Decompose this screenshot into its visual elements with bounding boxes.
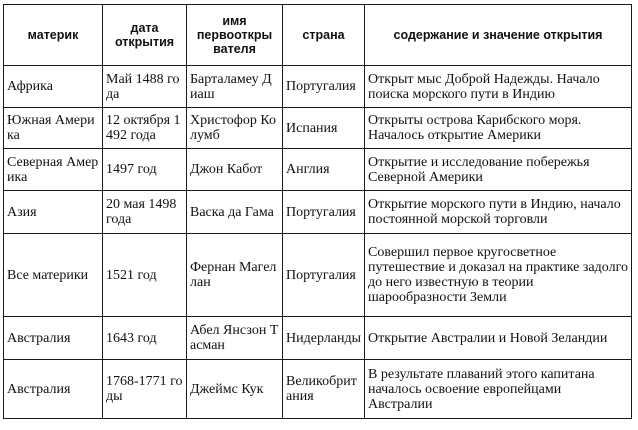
table-row: [4, 108, 632, 149]
cell-date: 1521 год: [103, 234, 187, 317]
table-row: [4, 234, 632, 317]
table-row: [4, 149, 632, 191]
cell-explorer: Барталамеу Диаш: [187, 66, 283, 108]
cell-date: 1643 год: [103, 317, 187, 360]
cell-explorer: Абел Янсзон Тасман: [187, 317, 283, 360]
header-explorer: имя первооткры вателя: [187, 5, 283, 66]
cell-continent: Австралия: [4, 317, 103, 360]
cell-date: 20 мая 1498 года: [103, 191, 187, 234]
cell-description: Открыт мыс Доброй Надежды. Начало поиска морского пути в Индию: [365, 66, 632, 108]
cell-description: Открыты острова Карибского моря. Началось открытие Америки: [365, 108, 632, 149]
cell-country: Англия: [283, 149, 365, 191]
header-date: дата открытия: [103, 5, 187, 66]
cell-date: Май 1488 года: [103, 66, 187, 108]
cell-continent: Азия: [4, 191, 103, 234]
cell-description: Открытие морского пути в Индию, начало постоянной морской торговли: [365, 191, 632, 234]
cell-country: Португалия: [283, 66, 365, 108]
cell-explorer: Джон Кабот: [187, 149, 283, 191]
cell-continent: Африка: [4, 66, 103, 108]
cell-continent: Северная Америка: [4, 149, 103, 191]
header-continent: материк: [4, 5, 103, 66]
header-description: содержание и значение открытия: [365, 5, 632, 66]
cell-description: Совершил первое кругосветное путешествие и доказал на практике задолго до него известную в теории шарообразности Земли: [365, 234, 632, 317]
cell-date: 1497 год: [103, 149, 187, 191]
cell-country: Испания: [283, 108, 365, 149]
cell-description: Открытие и исследование побережья Северной Америки: [365, 149, 632, 191]
table-header-row: [4, 5, 632, 66]
cell-description: Открытие Австралии и Новой Зеландии: [365, 317, 632, 360]
cell-description: В результате плаваний этого капитана началось освоение европейцами Австралии: [365, 360, 632, 419]
table-row: [4, 66, 632, 108]
cell-date: 1768-1771 годы: [103, 360, 187, 419]
cell-continent: Южная Америка: [4, 108, 103, 149]
cell-country: Португалия: [283, 234, 365, 317]
cell-country: Нидерланды: [283, 317, 365, 360]
cell-country: Великобритания: [283, 360, 365, 419]
cell-continent: Все материки: [4, 234, 103, 317]
cell-explorer: Джеймс Кук: [187, 360, 283, 419]
cell-date: 12 октября 1492 года: [103, 108, 187, 149]
table-row: [4, 317, 632, 360]
cell-explorer: Фернан Магеллан: [187, 234, 283, 317]
header-country: страна: [283, 5, 365, 66]
cell-explorer: Васка да Гама: [187, 191, 283, 234]
cell-continent: Австралия: [4, 360, 103, 419]
cell-explorer: Христофор Колумб: [187, 108, 283, 149]
table-row: [4, 360, 632, 419]
cell-country: Португалия: [283, 191, 365, 234]
discoveries-table: [3, 4, 632, 419]
table-row: [4, 191, 632, 234]
